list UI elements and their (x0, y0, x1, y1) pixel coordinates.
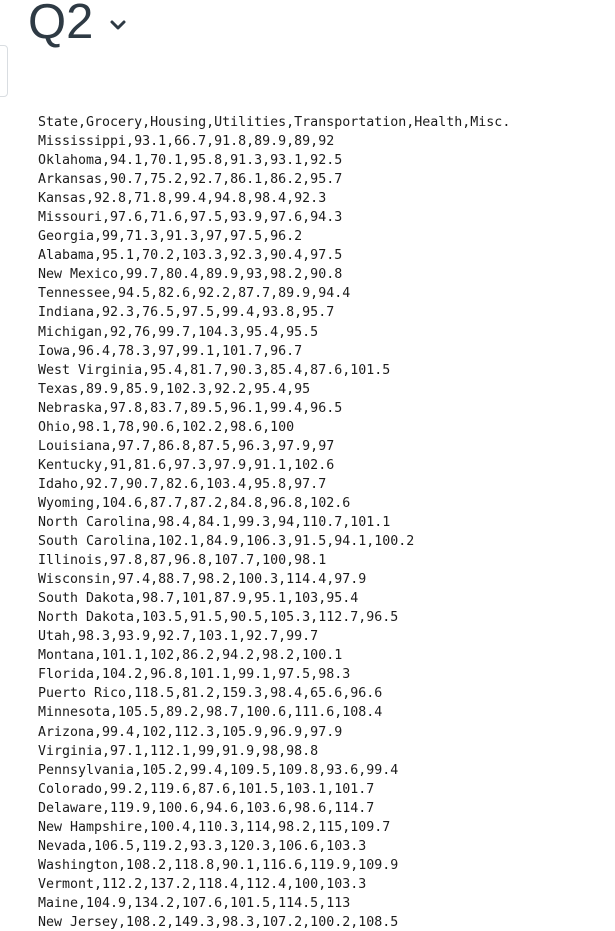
csv-data-line: Pennsylvania,105.2,99.4,109.5,109.8,93.6,99.4 (38, 762, 399, 778)
csv-data-line: Utah,98.3,93.9,92.7,103.1,92.7,99.7 (38, 629, 319, 645)
csv-data-line: Florida,104.2,96.8,101.1,99.1,97.5,98.3 (38, 667, 351, 683)
csv-data-line: Arizona,99.4,102,112.3,105.9,96.9,97.9 (38, 724, 343, 740)
csv-data-line: South Dakota,98.7,101,87.9,95.1,103,95.4 (38, 591, 359, 607)
csv-data-line: Virginia,97.1,112.1,99,91.9,98,98.8 (38, 743, 319, 759)
csv-data-line: Idaho,92.7,90.7,82.6,103.4,95.8,97.7 (38, 476, 327, 492)
csv-data-line: Vermont,112.2,137.2,118.4,112.4,100,103.3 (38, 876, 367, 892)
question-header[interactable] (28, 0, 127, 52)
csv-data-block (38, 113, 510, 931)
csv-data-line: West Virginia,95.4,81.7,90.3,85.4,87.6,101.5 (38, 362, 391, 378)
csv-data-line: Kansas,92.8,71.8,99.4,94.8,98.4,92.3 (38, 191, 327, 207)
csv-data-line: Colorado,99.2,119.6,87.6,101.5,103.1,101.7 (38, 781, 375, 797)
csv-data-line: Alabama,95.1,70.2,103.3,92.3,90.4,97.5 (38, 248, 343, 264)
csv-data-line: Georgia,99,71.3,91.3,97,97.5,96.2 (38, 229, 303, 245)
csv-data-line: Michigan,92,76,99.7,104.3,95.4,95.5 (38, 324, 319, 340)
csv-data-line: Wyoming,104.6,87.7,87.2,84.8,96.8,102.6 (38, 495, 351, 511)
csv-data-line: Maine,104.9,134.2,107.6,101.5,114.5,113 (38, 895, 351, 911)
csv-data-line: Iowa,96.4,78.3,97,99.1,101.7,96.7 (38, 343, 303, 359)
csv-data-line: Arkansas,90.7,75.2,92.7,86.1,86.2,95.7 (38, 172, 343, 188)
side-panel-tab[interactable] (0, 45, 8, 97)
csv-data-line: North Carolina,98.4,84.1,99.3,94,110.7,101.1 (38, 514, 391, 530)
question-title: Q2 (28, 0, 94, 49)
csv-data-line: New Mexico,99.7,80.4,89.9,93,98.2,90.8 (38, 267, 343, 283)
csv-data-line: Minnesota,105.5,89.2,98.7,100.6,111.6,108.4 (38, 705, 383, 721)
csv-data-line: Tennessee,94.5,82.6,92.2,87.7,89.9,94.4 (38, 286, 351, 302)
csv-data-line: North Dakota,103.5,91.5,90.5,105.3,112.7,96.5 (38, 610, 399, 626)
csv-data-line: Louisiana,97.7,86.8,87.5,96.3,97.9,97 (38, 438, 335, 454)
csv-data-line: South Carolina,102.1,84.9,106.3,91.5,94.1,100.2 (38, 534, 415, 550)
csv-data-line: New Jersey,108.2,149.3,98.3,107.2,100.2,108.5 (38, 914, 399, 930)
csv-data-line: Nevada,106.5,119.2,93.3,120.3,106.6,103.3 (38, 838, 367, 854)
csv-data-line: Mississippi,93.1,66.7,91.8,89.9,89,92 (38, 134, 335, 150)
csv-data-line: Indiana,92.3,76.5,97.5,99.4,93.8,95.7 (38, 305, 335, 321)
csv-data-line: Kentucky,91,81.6,97.3,97.9,91.1,102.6 (38, 457, 335, 473)
csv-data-line: Nebraska,97.8,83.7,89.5,96.1,99.4,96.5 (38, 400, 343, 416)
chevron-down-icon[interactable] (109, 18, 127, 32)
csv-data-line: New Hampshire,100.4,110.3,114,98.2,115,109.7 (38, 819, 391, 835)
csv-data-line: Puerto Rico,118.5,81.2,159.3,98.4,65.6,96.6 (38, 686, 383, 702)
csv-data-line: Illinois,97.8,87,96.8,107.7,100,98.1 (38, 553, 327, 569)
csv-header-line: State,Grocery,Housing,Utilities,Transportation,Health,Misc. (38, 115, 511, 130)
csv-data-line: Missouri,97.6,71.6,97.5,93.9,97.6,94.3 (38, 210, 343, 226)
csv-data-line: Oklahoma,94.1,70.1,95.8,91.3,93.1,92.5 (38, 153, 343, 169)
csv-data-line: Delaware,119.9,100.6,94.6,103.6,98.6,114.7 (38, 800, 375, 816)
csv-data-line: Wisconsin,97.4,88.7,98.2,100.3,114.4,97.9 (38, 572, 367, 588)
csv-data-line: Ohio,98.1,78,90.6,102.2,98.6,100 (38, 419, 295, 435)
csv-data-line: Texas,89.9,85.9,102.3,92.2,95.4,95 (38, 381, 311, 397)
csv-data-line: Montana,101.1,102,86.2,94.2,98.2,100.1 (38, 648, 343, 664)
csv-data-line: Washington,108.2,118.8,90.1,116.6,119.9,109.9 (38, 857, 399, 873)
